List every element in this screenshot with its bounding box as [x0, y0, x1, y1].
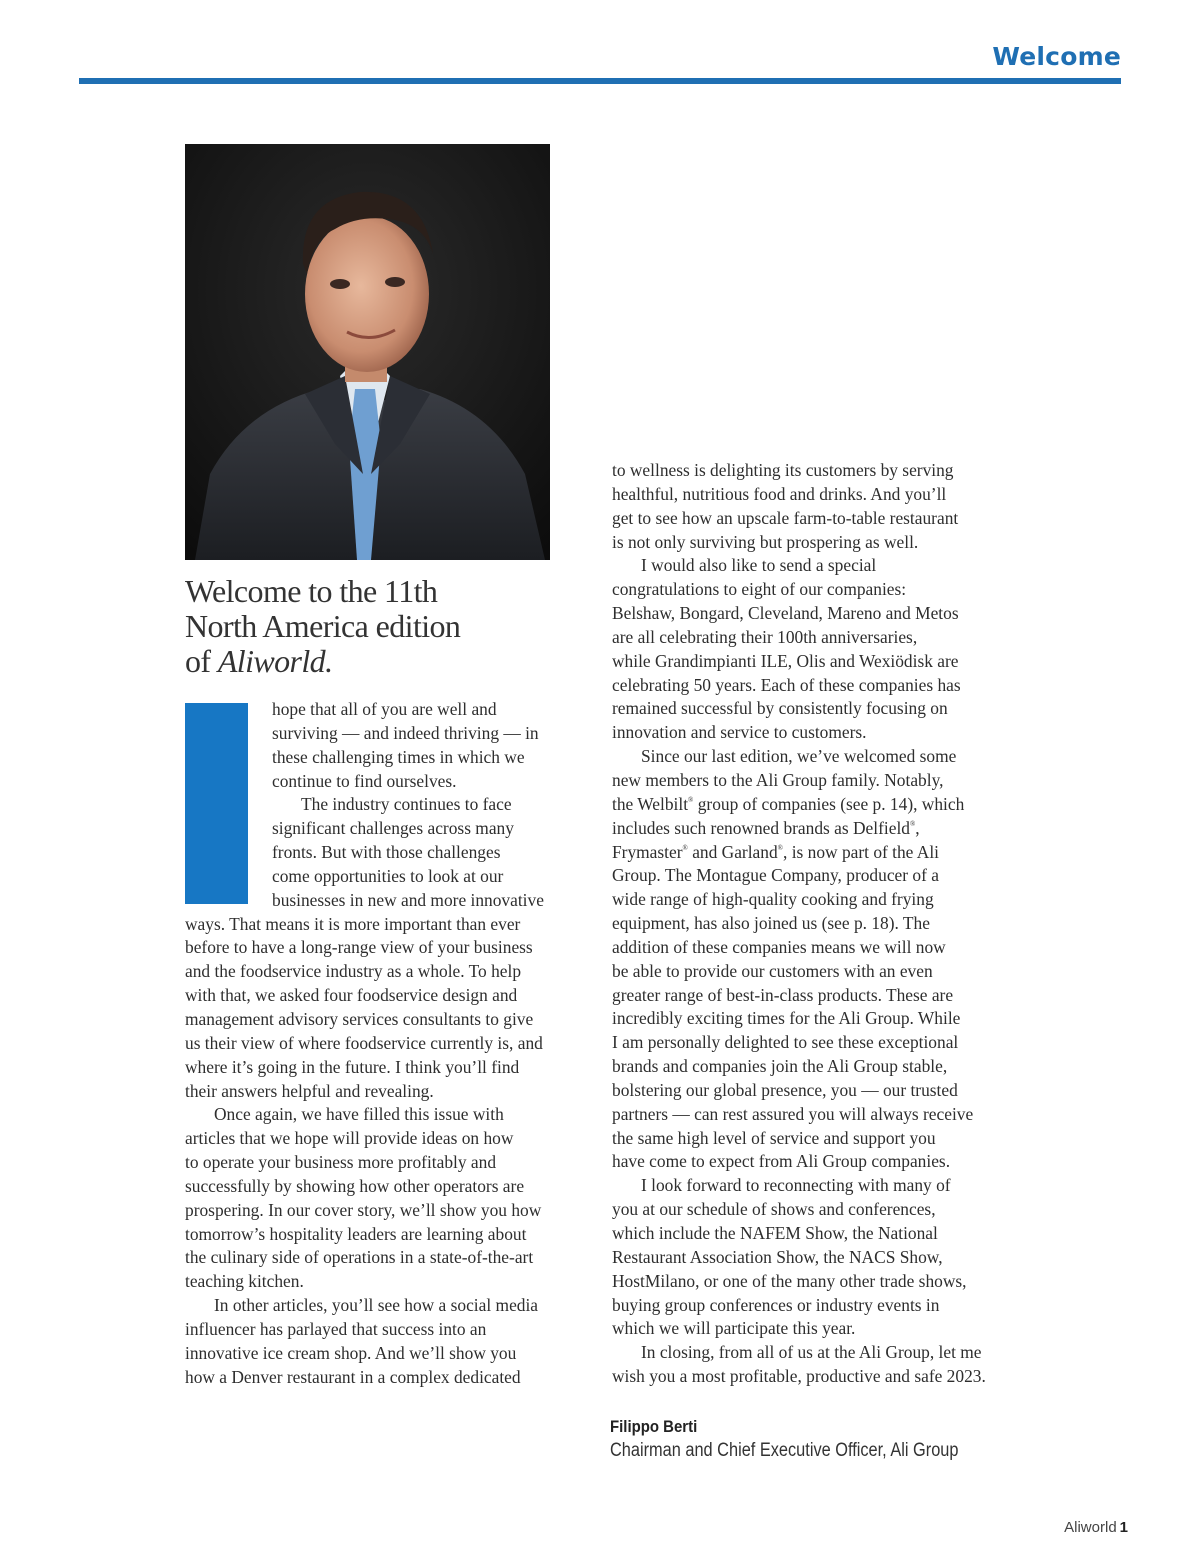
body-line: significant challenges across many [272, 818, 514, 839]
body-line: Since our last edition, we’ve welcomed some [641, 746, 957, 767]
body-text: the Welbilt [612, 793, 689, 814]
body-line: I am personally delighted to see these exceptional [612, 1032, 959, 1053]
body-line: teaching kitchen. [185, 1271, 304, 1292]
page-footer [1064, 1519, 1128, 1536]
body-line: successfully by showing how other operators are [185, 1175, 525, 1196]
body-line: fronts. But with those challenges [272, 842, 501, 863]
body-line: innovation and service to customers. [612, 722, 867, 743]
body-line: remained successful by consistently focusing on [612, 698, 948, 719]
registered-mark: ® [909, 819, 916, 828]
body-line: I look forward to reconnecting with many of [641, 1175, 951, 1196]
body-line: HostMilano, or one of the many other trade shows, [612, 1270, 967, 1291]
body-line: us their view of where foodservice currently is, and [185, 1032, 543, 1053]
body-line: Group. The Montague Company, producer of a [612, 865, 939, 886]
body-line: wish you a most profitable, productive and safe 2023. [612, 1366, 986, 1387]
body-line: equipment, has also joined us (see p. 18). The [612, 913, 930, 934]
headline-line-2: North America edition [185, 608, 461, 644]
body-column-right [612, 459, 1022, 1389]
body-line: where it’s going in the future. I think you’ll find [185, 1056, 520, 1077]
body-line: influencer has parlayed that success into an [185, 1318, 487, 1339]
headline-line-1: Welcome to the 11th [185, 573, 438, 609]
signature-name: Filippo Berti [610, 1417, 698, 1436]
body-text: , is now part of the Ali [783, 841, 940, 862]
body-line [612, 817, 1022, 841]
body-line: the culinary side of operations in a state-of-the-art [185, 1247, 534, 1268]
body-text: , [915, 817, 920, 838]
registered-mark: ® [688, 795, 694, 804]
body-line: The industry continues to face [301, 794, 512, 815]
body-line: partners — can rest assured you will always receive [612, 1103, 974, 1124]
body-line: these challenging times in which we [272, 746, 525, 767]
registered-mark: ® [682, 843, 688, 852]
body-line: continue to find ourselves. [272, 770, 457, 791]
body-line: their answers helpful and revealing. [185, 1080, 434, 1101]
body-line: how a Denver restaurant in a complex dedicated [185, 1366, 521, 1387]
body-line: management advisory services consultants to give [185, 1008, 534, 1029]
body-line: innovative ice cream shop. And we’ll show you [185, 1342, 517, 1363]
body-line: In closing, from all of us at the Ali Group, let me [641, 1342, 982, 1363]
body-line: addition of these companies means we will now [612, 936, 946, 957]
body-line [612, 793, 1022, 817]
body-line: and the foodservice industry as a whole. To help [185, 961, 522, 982]
headline-prefix: of [185, 643, 218, 679]
body-line: which we will participate this year. [612, 1318, 856, 1339]
body-line: while Grandimpianti ILE, Olis and Wexiödisk are [612, 650, 959, 671]
body-line: to wellness is delighting its customers by serving [612, 460, 954, 480]
body-line: brands and companies join the Ali Group stable, [612, 1056, 948, 1077]
body-line: you at our schedule of shows and conferences, [612, 1199, 936, 1220]
body-line: congratulations to eight of our companies: [612, 579, 907, 600]
headline [185, 574, 585, 679]
body-line: new members to the Ali Group family. Notably, [612, 769, 944, 790]
body-line: come opportunities to look at our [272, 865, 504, 886]
body-line: celebrating 50 years. Each of these companies has [612, 674, 961, 695]
body-line: healthful, nutritious food and drinks. And you’ll [612, 483, 947, 504]
body-line: the same high level of service and support you [612, 1127, 936, 1148]
body-line: Once again, we have filled this issue with [214, 1104, 504, 1125]
page-number: 1 [1119, 1519, 1128, 1536]
body-line: bolstering our global presence, you — our trusted [612, 1079, 958, 1100]
body-line: businesses in new and more innovative [272, 889, 544, 910]
body-line: prospering. In our cover story, we’ll show you how [185, 1199, 542, 1220]
body-line: surviving — and indeed thriving — in [272, 722, 539, 743]
body-text: Frymaster [612, 841, 683, 862]
body-line: In other articles, you’ll see how a social media [214, 1295, 539, 1316]
body-text: includes such renowned brands as Delfield [612, 817, 910, 838]
body-line: Belshaw, Bongard, Cleveland, Mareno and Metos [612, 603, 959, 624]
footer-publication: Aliworld [1064, 1519, 1117, 1536]
body-line: ways. That means it is more important than ever [185, 913, 521, 934]
signature-title: Chairman and Chief Executive Officer, Ali Group [610, 1440, 959, 1461]
body-line: Restaurant Association Show, the NACS Show, [612, 1246, 943, 1267]
body-line [612, 841, 1022, 865]
body-column-left [185, 698, 590, 1389]
body-line: be able to provide our customers with an even [612, 960, 933, 981]
header-rule [79, 78, 1121, 84]
body-line: greater range of best-in-class products. These are [612, 984, 954, 1005]
body-line: with that, we asked four foodservice design and [185, 985, 518, 1006]
body-text: and Garland [687, 841, 778, 862]
body-line: is not only surviving but prospering as well. [612, 531, 919, 552]
body-line: incredibly exciting times for the Ali Group. While [612, 1008, 961, 1029]
body-line: are all celebrating their 100th anniversaries, [612, 626, 918, 647]
publication-name: Aliworld. [217, 643, 333, 679]
registered-mark: ® [777, 843, 783, 852]
portrait-photo [185, 144, 550, 560]
body-line: hope that all of you are well and [272, 699, 497, 719]
body-line: wide range of high-quality cooking and frying [612, 889, 934, 910]
body-line: articles that we hope will provide ideas on how [185, 1128, 514, 1149]
body-line: before to have a long-range view of your business [185, 937, 533, 958]
body-line: have come to expect from Ali Group companies. [612, 1151, 951, 1172]
body-text: group of companies (see p. 14), which [693, 793, 965, 814]
body-line: buying group conferences or industry events in [612, 1294, 940, 1315]
section-title: Welcome [992, 42, 1121, 71]
body-line: which include the NAFEM Show, the National [612, 1223, 938, 1243]
body-line: tomorrow’s hospitality leaders are learning about [185, 1223, 527, 1244]
body-line: I would also like to send a special [641, 555, 877, 576]
body-line: to operate your business more profitably and [185, 1152, 497, 1173]
body-line: get to see how an upscale farm-to-table restaurant [612, 507, 959, 528]
headline-line-3 [185, 644, 585, 679]
